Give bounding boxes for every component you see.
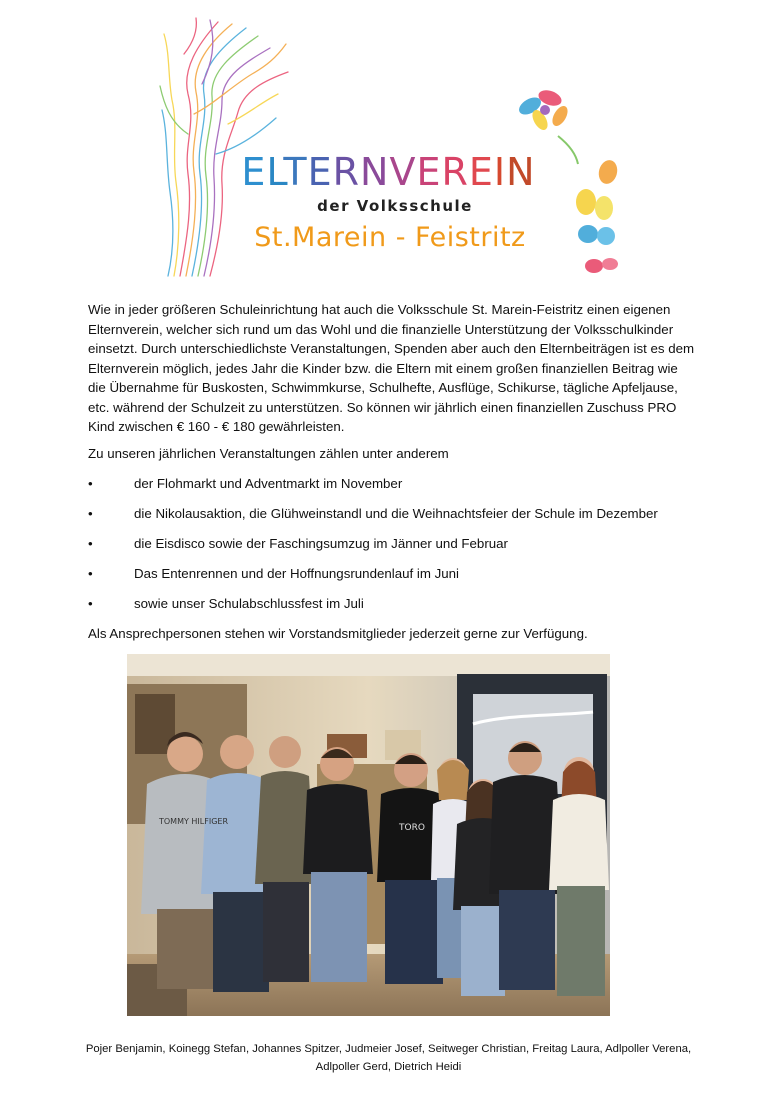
events-list bbox=[88, 474, 698, 624]
logo-letter: N bbox=[506, 150, 536, 194]
bullet-icon: • bbox=[88, 566, 93, 581]
logo-letter: I bbox=[493, 150, 507, 194]
logo-letter: V bbox=[389, 150, 417, 194]
logo-letter: R bbox=[441, 150, 469, 194]
logo-subtitle: der Volksschule bbox=[317, 197, 473, 215]
logo-letter: L bbox=[266, 150, 284, 194]
list-item bbox=[88, 504, 698, 534]
events-intro: Zu unseren jährlichen Veranstaltungen zählen unter anderem bbox=[88, 446, 449, 461]
logo-letter: E bbox=[241, 150, 267, 194]
bullet-icon: • bbox=[88, 476, 93, 491]
intro-paragraph: Wie in jeder größeren Schuleinrichtung hat auch die Volksschule St. Marein-Feistritz einen eigenen Elternverein, welcher sich rund um das Wohl und die finanzielle Unterstützung der Volksschulkinder einsetzt. Durch unterschiedlichste Veranstaltungen, Spenden aber auch den Elternbeiträgen ist es dem Elternverein möglich, jedes Jahr die Kinder bzw. die Eltern mit einem großen finanziellen Beitrag wie die Übernahme für Buskosten, Schwimmkurse, Schulhefte, Ausflüge, Schikurse, tägliche Apfeljause, etc. während der Schulzeit zu unterstützen. So können wir jährlich einen finanziellen Zuschuss PRO Kind zwischen € 160 - € 180 gewährleisten. bbox=[88, 302, 695, 434]
event-text: Das Entenrennen und der Hoffnungsrundenlauf im Juni bbox=[134, 566, 460, 581]
shirt-print: TOMMY HILFIGER bbox=[159, 817, 229, 826]
bullet-icon: • bbox=[88, 596, 93, 611]
list-item bbox=[88, 594, 698, 624]
photo-caption: Pojer Benjamin, Koinegg Stefan, Johannes Spitzer, Judmeier Josef, Seitweger Christian, Freitag Laura, Adlpoller Verena, Adlpoller Gerd, Dietrich Heidi bbox=[85, 1043, 692, 1073]
bullet-icon: • bbox=[88, 536, 93, 551]
shirt-print: TORO bbox=[399, 823, 425, 833]
event-text: die Eisdisco sowie der Faschingsumzug im Jänner und Februar bbox=[134, 536, 508, 551]
logo-letter: R bbox=[332, 150, 361, 194]
contact-paragraph: Als Ansprechpersonen stehen wir Vorstandsmitglieder jederzeit gerne zur Verfügung. bbox=[88, 626, 588, 641]
logo-title bbox=[216, 150, 561, 194]
bullet-icon: • bbox=[88, 506, 93, 521]
logo-letter: E bbox=[468, 150, 494, 194]
group-photo bbox=[127, 654, 610, 1016]
logo-letter: T bbox=[283, 150, 308, 194]
logo-letter: N bbox=[360, 150, 390, 194]
logo-town: St.Marein - Feistritz bbox=[254, 222, 526, 253]
event-text: sowie unser Schulabschlussfest im Juli bbox=[134, 596, 364, 611]
event-text: der Flohmarkt und Adventmarkt im November bbox=[134, 476, 403, 491]
logo-letter: E bbox=[307, 150, 333, 194]
list-item bbox=[88, 564, 698, 594]
logo-letter: E bbox=[416, 150, 442, 194]
list-item bbox=[88, 474, 698, 504]
event-text: die Nikolausaktion, die Glühweinstandl und die Weihnachtsfeier der Schule im Dezember bbox=[134, 506, 658, 521]
list-item bbox=[88, 534, 698, 564]
